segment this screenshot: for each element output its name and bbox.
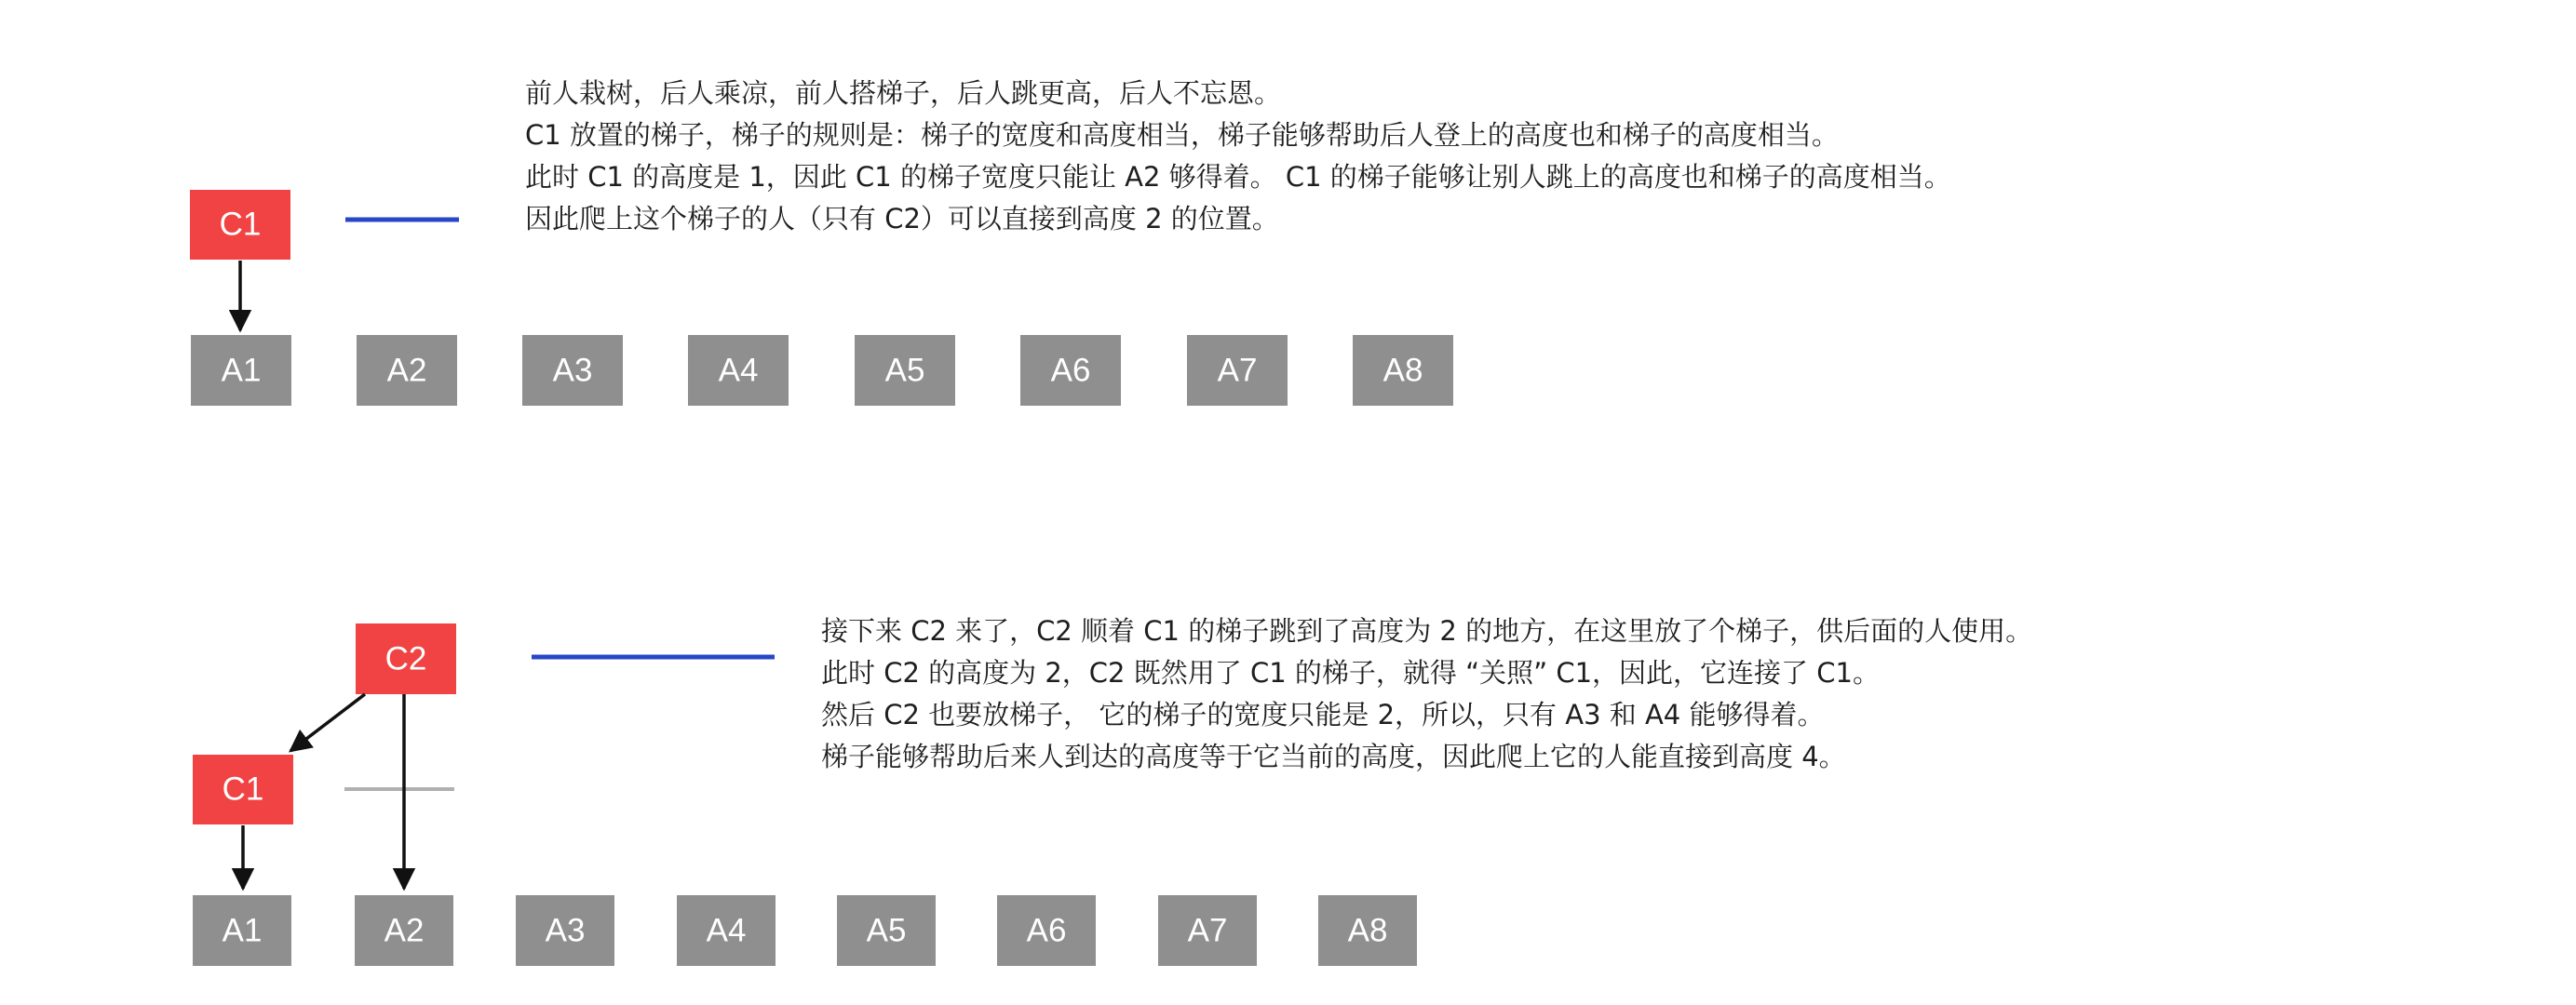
- top-a3-label: A3: [552, 352, 593, 389]
- bottom-a3-label: A3: [545, 912, 586, 949]
- bottom-a6-label: A6: [1026, 912, 1067, 949]
- bottom-a7-label: A7: [1187, 912, 1228, 949]
- top-text-line-3: 此时 C1 的高度是 1，因此 C1 的梯子宽度只能让 A2 够得着。 C1 的梯子能够让别人跳上的高度也和梯子的高度相当。: [525, 161, 1951, 193]
- bottom-text-line-3: 然后 C2 也要放梯子， 它的梯子的宽度只能是 2，所以，只有 A3 和 A4 能够得着。: [821, 699, 1825, 730]
- bottom-a5-label: A5: [866, 912, 907, 949]
- bottom-a1-label: A1: [222, 912, 263, 949]
- top-text-line-1: 前人栽树，后人乘凉，前人搭梯子，后人跳更高，后人不忘恩。: [525, 77, 1282, 109]
- bottom-c2-node: [356, 623, 456, 694]
- top-c1-node: [190, 190, 290, 260]
- top-a4-label: A4: [718, 352, 759, 389]
- bottom-a8-label: A8: [1347, 912, 1388, 949]
- top-c1-label: C1: [219, 206, 262, 243]
- bottom-c1-node: [193, 755, 293, 824]
- bottom-arrow-c2-to-c1: [290, 694, 365, 751]
- bottom-a-row: [193, 895, 1417, 966]
- bottom-a4-label: A4: [706, 912, 747, 949]
- top-a6-label: A6: [1050, 352, 1091, 389]
- bottom-text-line-4: 梯子能够帮助后来人到达的高度等于它当前的高度，因此爬上它的人能直接到高度 4。: [821, 741, 1846, 772]
- bottom-text-line-2: 此时 C2 的高度为 2，C2 既然用了 C1 的梯子，就得 “关照” C1，因此，它连接了 C1。: [821, 657, 1880, 689]
- top-a1-label: A1: [221, 352, 262, 389]
- bottom-c1-label: C1: [222, 770, 264, 808]
- top-text-line-4: 因此爬上这个梯子的人（只有 C2）可以直接到高度 2 的位置。: [525, 203, 1279, 234]
- top-a8-label: A8: [1382, 352, 1423, 389]
- bottom-explanation-text: [821, 610, 2032, 778]
- top-a2-label: A2: [386, 352, 427, 389]
- top-explanation-text: [525, 73, 1951, 240]
- top-text-line-2: C1 放置的梯子，梯子的规则是：梯子的宽度和高度相当，梯子能够帮助后人登上的高度也和梯子的高度相当。: [525, 119, 1839, 151]
- top-a7-label: A7: [1217, 352, 1258, 389]
- bottom-a2-label: A2: [384, 912, 425, 949]
- top-a-row: [191, 335, 1453, 406]
- bottom-c2-label: C2: [384, 640, 427, 677]
- bottom-text-line-1: 接下来 C2 来了，C2 顺着 C1 的梯子跳到了高度为 2 的地方，在这里放了个梯子，供后面的人使用。: [821, 615, 2033, 647]
- top-a5-label: A5: [884, 352, 925, 389]
